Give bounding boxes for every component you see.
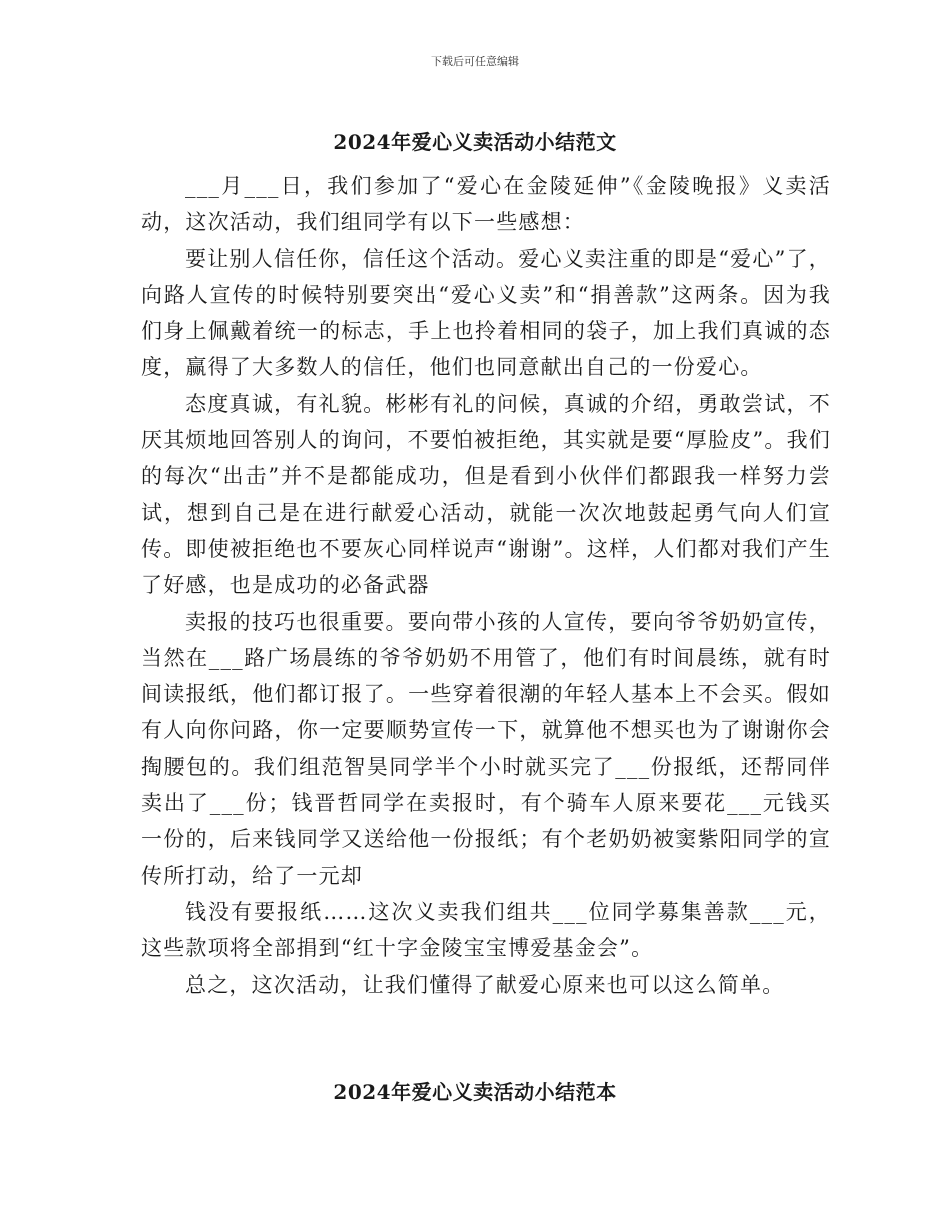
paragraph: 卖报的技巧也很重要。要向带小孩的人宣传，要向爷爷奶奶宣传，当然在___路广场晨练的爷爷奶奶不用管了，他们有时间晨练，就有时间读报纸，他们都订报了。一些穿着很潮的年轻人基本上不会买。假如有人向你问路，你一定要顺势宣传一下，就算他不想买也为了谢谢你会掏腰包的。我们组范智昊同学半个小时就买完了___份报纸，还帮同伴卖出了___份；钱晋哲同学在卖报时，有个骑车人原来要花___元钱买一份的，后来钱同学又送给他一份报纸；有个老奶奶被窦紫阳同学的宣传所打动，给了一元却 xyxy=(141,609,831,888)
paragraph: 总之，这次活动，让我们懂得了献爱心原来也可以这么简单。 xyxy=(185,972,785,997)
paragraph: 要让别人信任你，信任这个活动。爱心义卖注重的即是“爱心”了，向路人宣传的时候特别要突出“爱心义卖”和“捐善款”这两条。因为我们身上佩戴着统一的标志，手上也拎着相同的袋子，加上我们真诚的态度，赢得了大多数人的信任，他们也同意献出自己的一份爱心。 xyxy=(141,246,831,380)
paragraph: 钱没有要报纸……这次义卖我们组共___位同学募集善款___元，这些款项将全部捐到“红十字金陵宝宝博爱基金会”。 xyxy=(141,899,831,961)
document-body xyxy=(141,168,831,1003)
paragraph: ___月___日，我们参加了“爱心在金陵延伸”《金陵晚报》义卖活动，这次活动，我们组同学有以下一些感想： xyxy=(141,174,831,235)
header-note: 下载后可任意编辑 xyxy=(431,55,519,68)
next-section-title: 2024年爱心义卖活动小结范本 xyxy=(333,1080,617,1104)
paragraph: 态度真诚，有礼貌。彬彬有礼的问候，真诚的介绍，勇敢尝试，不厌其烦地回答别人的询问，不要怕被拒绝，其实就是要“厚脸皮”。我们的每次“出击”并不是都能成功，但是看到小伙伴们都跟我一样努力尝试，想到自己是在进行献爱心活动，就能一次次地鼓起勇气向人们宣传。即使被拒绝也不要灰心同样说声“谢谢”。这样，人们都对我们产生了好感，也是成功的必备武器 xyxy=(141,391,831,598)
document-title: 2024年爱心义卖活动小结范文 xyxy=(333,130,617,154)
